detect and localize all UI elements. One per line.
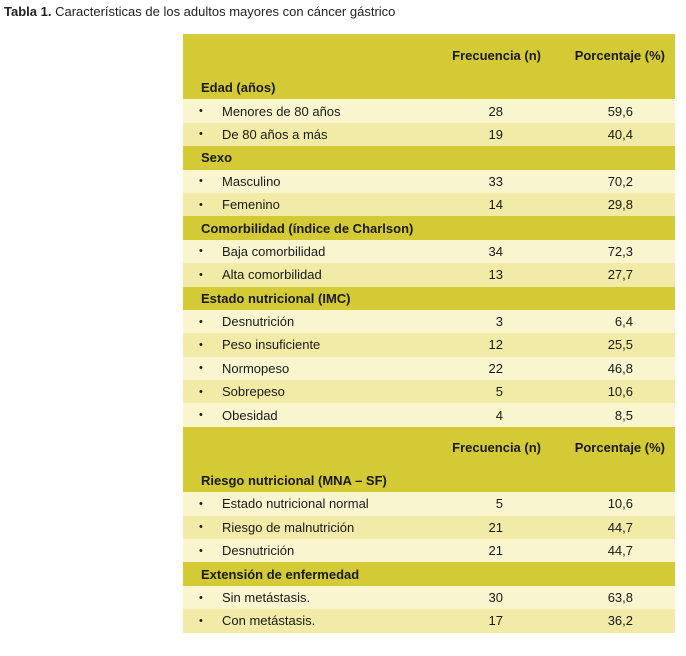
header-frequency: Frecuencia (n) — [452, 47, 541, 63]
bullet-icon: • — [199, 544, 203, 557]
row-label: Estado nutricional normal — [222, 496, 369, 512]
table-row — [183, 539, 675, 562]
characteristics-table — [183, 34, 675, 633]
bullet-icon: • — [199, 385, 203, 398]
table-row — [183, 123, 675, 146]
row-frequency: 21 — [488, 519, 503, 535]
row-label: Desnutrición — [222, 543, 295, 559]
row-percentage: 6,4 — [614, 314, 633, 330]
bullet-icon: • — [199, 268, 203, 281]
row-label: Alta comorbilidad — [222, 267, 322, 283]
bullet-icon: • — [199, 362, 203, 375]
row-percentage: 25,5 — [607, 337, 633, 353]
bullet-icon: • — [199, 338, 203, 351]
row-frequency: 21 — [488, 543, 503, 559]
row-percentage: 36,2 — [607, 613, 633, 629]
row-label: Baja comorbilidad — [222, 243, 326, 259]
row-label: Masculino — [222, 173, 281, 189]
caption-text: Características de los adultos mayores con cáncer gástrico — [55, 4, 396, 19]
section-title: Edad (años) — [201, 80, 276, 96]
row-frequency: 13 — [488, 267, 503, 283]
section-title: Sexo — [201, 150, 233, 166]
section-header-comorbilidad — [183, 216, 675, 239]
section-title: Comorbilidad (índice de Charlson) — [201, 220, 414, 236]
bullet-icon: • — [199, 591, 203, 604]
row-frequency: 5 — [495, 496, 503, 512]
bullet-icon: • — [199, 315, 203, 328]
header-percentage: Porcentaje (%) — [574, 47, 665, 63]
table-row — [183, 357, 675, 380]
bullet-icon: • — [199, 409, 203, 422]
section-title: Estado nutricional (IMC) — [201, 290, 351, 306]
table-row — [183, 516, 675, 539]
row-label: Riesgo de malnutrición — [222, 519, 355, 535]
row-frequency: 28 — [488, 103, 503, 119]
row-percentage: 59,6 — [607, 103, 633, 119]
row-frequency: 22 — [488, 360, 503, 376]
row-label: Con metástasis. — [222, 613, 316, 629]
row-label: De 80 años a más — [222, 126, 328, 142]
row-frequency: 5 — [495, 384, 503, 400]
row-frequency: 30 — [488, 590, 503, 605]
table-row — [183, 333, 675, 356]
row-percentage: 70,2 — [607, 173, 633, 189]
row-percentage: 44,7 — [607, 519, 633, 535]
row-frequency: 4 — [495, 407, 503, 423]
row-percentage: 63,8 — [607, 590, 633, 605]
row-label: Desnutrición — [222, 314, 295, 330]
row-percentage: 72,3 — [607, 243, 633, 259]
table-row — [183, 380, 675, 403]
bullet-icon: • — [199, 521, 203, 534]
row-frequency: 19 — [488, 126, 503, 142]
bullet-icon: • — [199, 105, 203, 118]
table-row — [183, 609, 675, 632]
row-frequency: 14 — [488, 197, 503, 213]
row-label: Menores de 80 años — [222, 103, 341, 119]
row-label: Peso insuficiente — [222, 337, 321, 353]
row-percentage: 10,6 — [607, 496, 633, 512]
bullet-icon: • — [199, 128, 203, 141]
section-header-extension-enfermedad — [183, 562, 675, 585]
table-caption — [4, 4, 395, 19]
row-frequency: 17 — [488, 613, 503, 629]
table-row — [183, 99, 675, 122]
row-percentage: 40,4 — [607, 126, 633, 142]
table-row — [183, 586, 675, 609]
section-header-sexo — [183, 146, 675, 169]
section-header-edad — [183, 76, 675, 99]
table-row — [183, 240, 675, 263]
row-percentage: 44,7 — [607, 543, 633, 559]
table-header — [183, 34, 675, 76]
row-label: Sobrepeso — [222, 384, 285, 400]
section-header-riesgo-nutricional — [183, 469, 675, 492]
bullet-icon: • — [199, 175, 203, 188]
row-frequency: 33 — [488, 173, 503, 189]
bullet-icon: • — [199, 614, 203, 627]
table-row — [183, 403, 675, 426]
row-frequency: 34 — [488, 243, 503, 259]
table-row — [183, 170, 675, 193]
row-frequency: 3 — [495, 314, 503, 330]
table-row — [183, 263, 675, 286]
section-header-estado-nutricional — [183, 287, 675, 310]
row-label: Femenino — [222, 197, 280, 213]
bullet-icon: • — [199, 497, 203, 510]
bullet-icon: • — [199, 245, 203, 258]
row-percentage: 8,5 — [614, 407, 633, 423]
table-subheader — [183, 427, 675, 469]
header-frequency: Frecuencia (n) — [452, 440, 541, 456]
table-row — [183, 193, 675, 216]
row-frequency: 12 — [488, 337, 503, 353]
table-row — [183, 492, 675, 515]
caption-label: Tabla 1. — [4, 4, 52, 19]
row-percentage: 29,8 — [607, 197, 633, 213]
section-title: Riesgo nutricional (MNA – SF) — [201, 473, 387, 489]
row-percentage: 27,7 — [607, 267, 633, 283]
row-label: Normopeso — [222, 360, 290, 376]
table-row — [183, 310, 675, 333]
section-title: Extensión de enfermedad — [201, 566, 360, 582]
row-label: Sin metástasis. — [222, 590, 311, 605]
header-percentage: Porcentaje (%) — [574, 440, 665, 456]
row-percentage: 46,8 — [607, 360, 633, 376]
row-percentage: 10,6 — [607, 384, 633, 400]
bullet-icon: • — [199, 198, 203, 211]
row-label: Obesidad — [222, 407, 278, 423]
